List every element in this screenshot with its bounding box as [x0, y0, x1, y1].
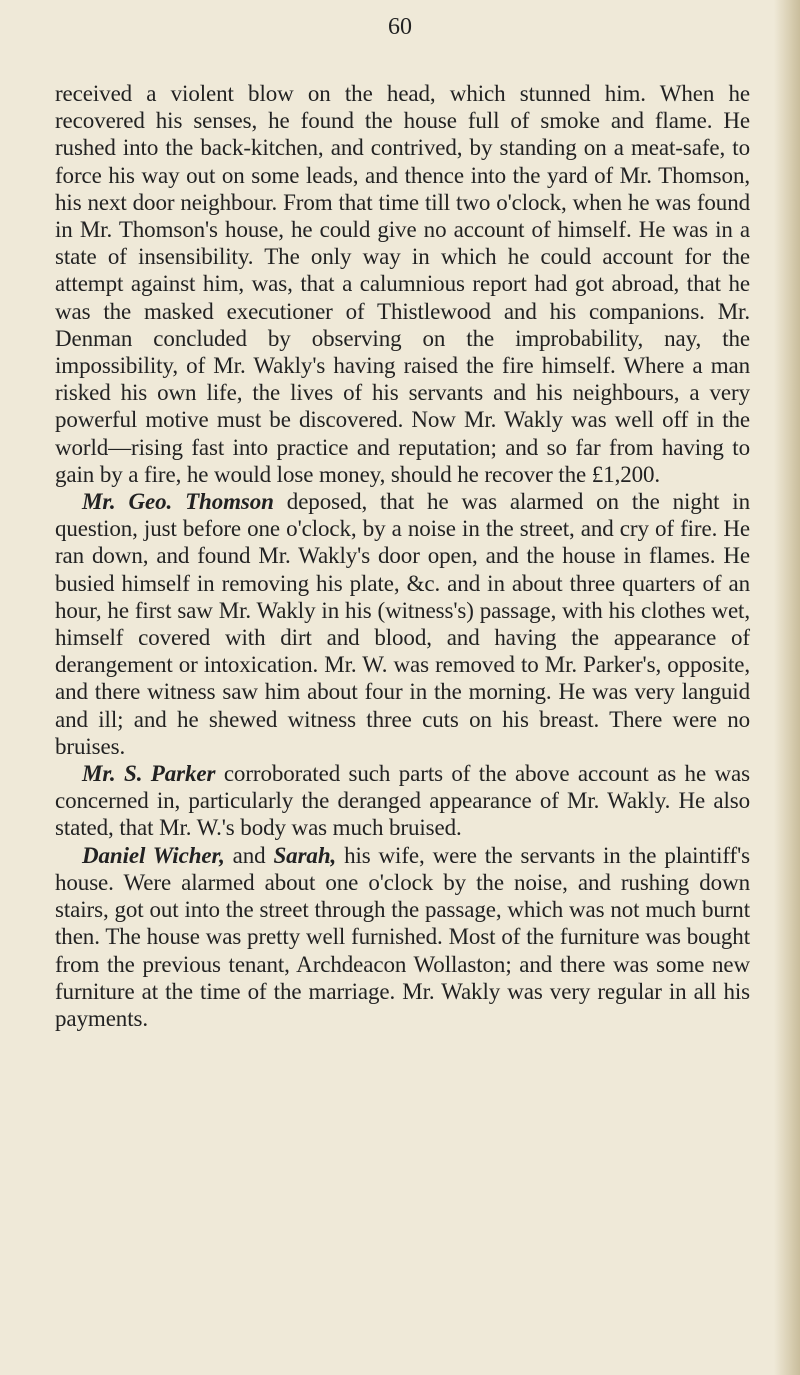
speaker-name: Mr. S. Parker — [82, 761, 216, 787]
paragraph-text: deposed, that he was alarmed on the night in question, just before one o'clock, by a noise in the street, and cry of fire. He ran down, and found Mr. Wakly's door open, and the house in flames. He busied himself in removing his plate, &c. and in about three quarters of an hour, he first saw Mr. Wakly in his (witness's) passage, with his clothes wet, himself covered with dirt and blood, and having the appearance of derangement or intoxication. Mr. W. was removed to Mr. Parker's, opposite, and there witness saw him about four in the morning. He was very languid and ill; and he shewed witness three cuts on his breast. There were no bruises. — [55, 489, 750, 759]
paragraph — [55, 80, 750, 488]
page-edge-shadow — [774, 0, 800, 1375]
speaker-name: Daniel Wicher, — [82, 842, 225, 868]
paragraph — [55, 842, 750, 1032]
speaker-name: Sarah, — [273, 842, 337, 868]
speaker-name: Mr. Geo. Thomson — [82, 489, 274, 515]
paragraph-text: corroborated such parts of the above account as he was concerned in, particularly the deranged appearance of Mr. Wakly. He also stated, that Mr. W.'s body was much bruised. — [55, 761, 750, 841]
paragraph-text: and — [224, 842, 274, 868]
paragraph — [55, 488, 750, 760]
paragraph-text: his wife, were the servants in the plaintiff's house. Were alarmed about one o'clock by the noise, and rushing down stairs, got out into the street through the passage, which was not much burnt then. The house was pretty well furnished. Most of the furniture was bought from the previous tenant, Archdeacon Wollaston; and there was some new furniture at the time of the marriage. Mr. Wakly was very regular in all his payments. — [55, 842, 750, 1031]
body-text — [55, 80, 750, 1032]
page-number: 60 — [388, 14, 412, 40]
paragraph — [55, 760, 750, 842]
paragraph-text: received a violent blow on the head, which stunned him. When he recovered his senses, he found the house full of smoke and flame. He rushed into the back-kitchen, and contrived, by standing on a meat-safe, to force his way out on some leads, and thence into the yard of Mr. Thomson, his next door neighbour. From that time till two o'clock, when he was found in Mr. Thomson's house, he could give no account of himself. He was in a state of insensibility. The only way in which he could account for the attempt against him, was, that a calumnious report had got abroad, that he was the masked executioner of Thistlewood and his companions. Mr. Denman concluded by observing on the improbability, nay, the impossibility, of Mr. Wakly's having raised the fire himself. Where a man risked his own life, the lives of his servants and his neighbours, a very powerful motive must be discovered. Now Mr. Wakly was well off in the world—rising fast into practice and reputation; and so far from having to gain by a fire, he would lose money, should he recover the £1,200. — [55, 81, 750, 487]
